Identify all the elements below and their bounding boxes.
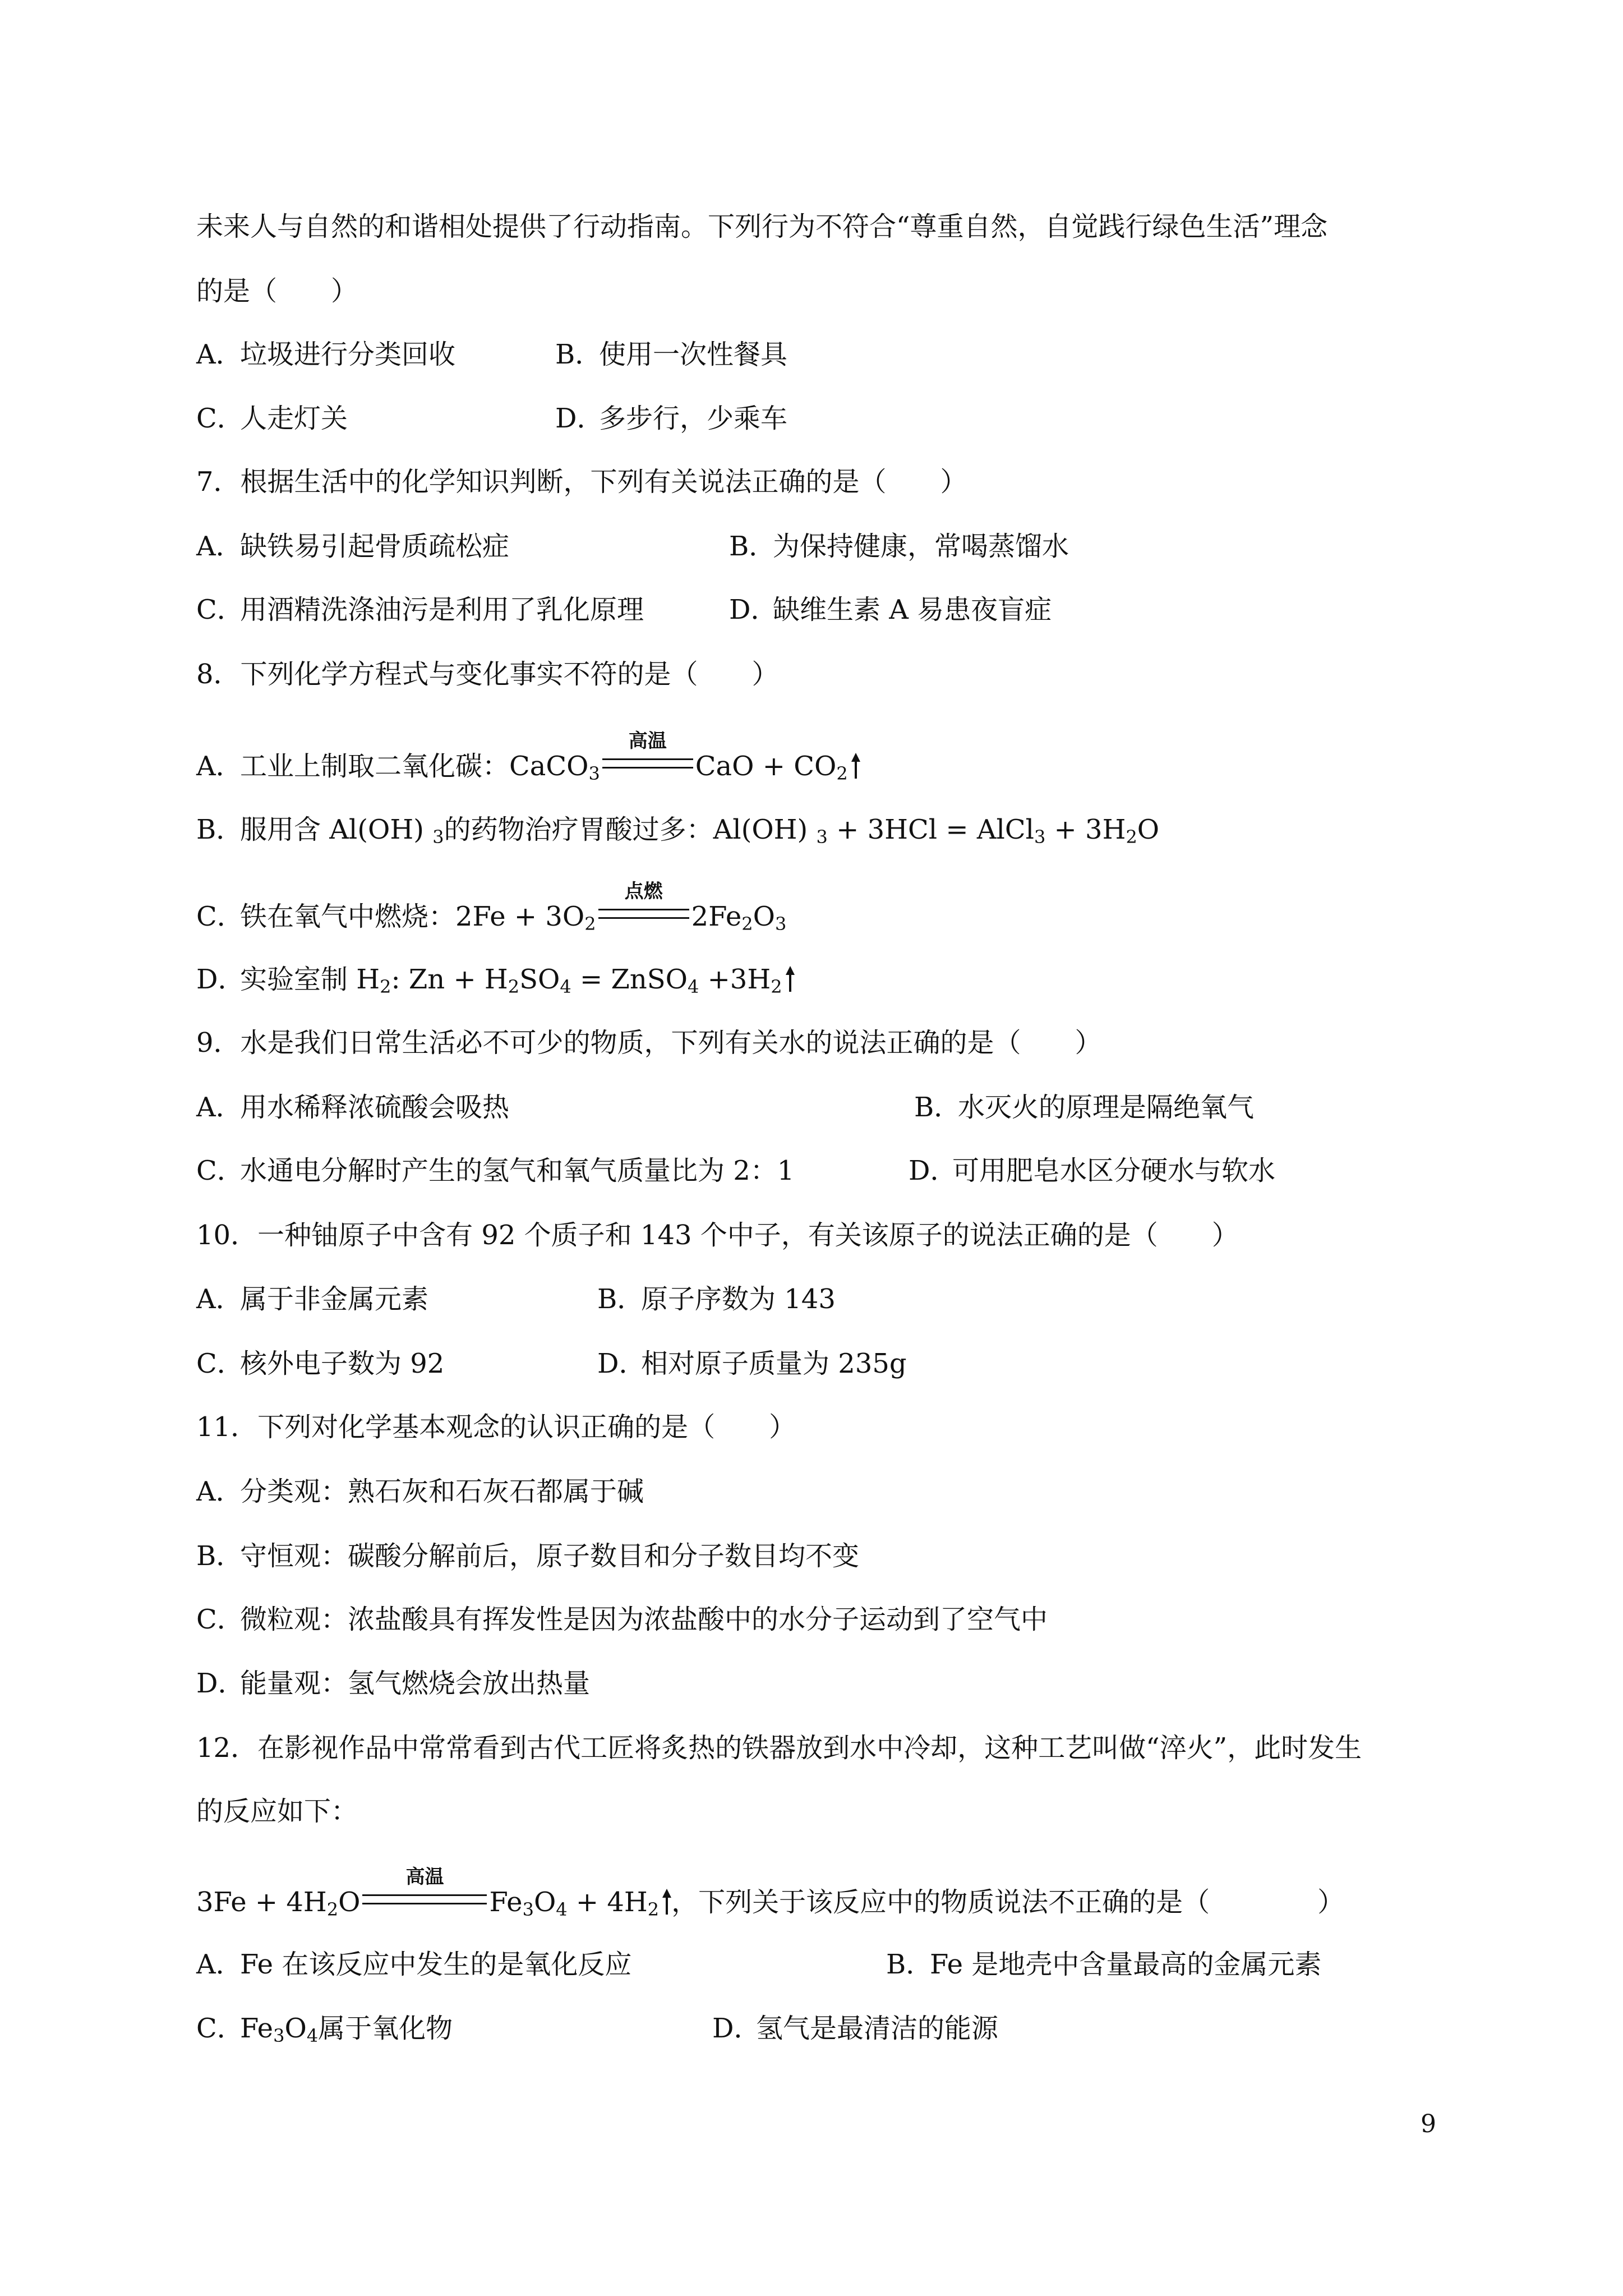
q10-stem: 10．一种铀原子中含有 92 个质子和 143 个中子，有关该原子的说法正确的是（ ） — [196, 1220, 1239, 1251]
q12-option-c: C．$Fe_3O_4$属于氧化物 — [196, 2013, 453, 2046]
q12-option-d: D．氢气是最清洁的能源 — [712, 2013, 999, 2044]
q9-option-d: D．可用肥皂水区分硬水与软水 — [909, 1155, 1276, 1186]
page-number: 9 — [1421, 2110, 1436, 2138]
q8-option-b: B．服用含 Al(OH) $_3$的药物治疗胃酸过多：Al(OH) $_3$ + 3HCl = AlCl$_3$ + $3H_2O$ — [196, 814, 1160, 848]
q11-option-c: C．微粒观：浓盐酸具有挥发性是因为浓盐酸中的水分子运动到了空气中 — [196, 1604, 1048, 1635]
q9-option-b: B．水灭火的原理是隔绝氧气 — [914, 1092, 1255, 1123]
q10-option-b: B．原子序数为 143 — [597, 1283, 836, 1315]
high-temperature-condition: 高温 — [360, 1882, 489, 1912]
q6-option-b: B．使用一次性餐具 — [555, 339, 788, 370]
q7-option-a: A．缺铁易引起骨质疏松症 — [196, 531, 510, 562]
q9-option-c: C．水通电分解时产生的氢气和氧气质量比为 2：1 — [196, 1155, 795, 1186]
q9-option-a: A．用水稀释浓硫酸会吸热 — [196, 1092, 510, 1123]
q6-option-d: D．多步行，少乘车 — [555, 403, 788, 434]
q6-option-c: C．人走灯关 — [196, 403, 348, 434]
q12-equation: $3Fe + 4H_2O$ 高温 $Fe_3O_4 + 4H_2$ ，下列关于该反应中的物质说法不正确的是（ ） — [196, 1866, 1345, 1920]
q6-option-a: A．垃圾进行分类回收 — [196, 339, 456, 370]
q11-option-b: B．守恒观：碳酸分解前后，原子数目和分子数目均不变 — [196, 1540, 860, 1572]
q10-option-a: A．属于非金属元素 — [196, 1283, 429, 1315]
q12-option-b: B．Fe 是地壳中含量最高的金属元素 — [886, 1949, 1322, 1980]
q12-stem-line1: 12．在影视作品中常常看到古代工匠将炙热的铁器放到水中冷却，这种工艺叫做“淬火”，此时发生 — [196, 1732, 1362, 1764]
q8-option-a: A．工业上制取二氧化碳：CaCO$_3$ 高温 CaO + $CO_2$ — [196, 746, 860, 780]
gas-up-arrow-icon — [662, 1889, 671, 1915]
q11-option-a: A．分类观：熟石灰和石灰石都属于碱 — [196, 1476, 644, 1507]
q9-stem: 9．水是我们日常生活必不可少的物质，下列有关水的说法正确的是（ ） — [196, 1027, 1102, 1059]
ignition-condition: 点燃 — [596, 896, 691, 927]
q11-stem: 11．下列对化学基本观念的认识正确的是（ ） — [196, 1411, 796, 1443]
q10-option-d: D．相对原子质量为 235g — [597, 1348, 907, 1379]
q10-option-c: C．核外电子数为 92 — [196, 1348, 445, 1379]
q7-option-d: D．缺维生素 A 易患夜盲症 — [729, 594, 1052, 625]
gas-up-arrow-icon — [851, 753, 860, 779]
q7-option-c: C．用酒精洗涤油污是利用了乳化原理 — [196, 594, 644, 625]
q8-stem: 8．下列化学方程式与变化事实不符的是（ ） — [196, 659, 779, 690]
q7-option-b: B．为保持健康，常喝蒸馏水 — [729, 531, 1069, 562]
q6-stem-line2: 的是（ ） — [196, 275, 358, 307]
q7-stem: 7．根据生活中的化学知识判断，下列有关说法正确的是（ ） — [196, 466, 967, 498]
q8-option-c: C．铁在氧气中燃烧：$2Fe + 3O_2$ 点燃 $2Fe_2O_3$ — [196, 880, 787, 935]
q12-stem-line2: 的反应如下： — [196, 1796, 358, 1827]
q12-option-a: A．Fe 在该反应中发生的是氧化反应 — [196, 1949, 632, 1980]
high-temperature-condition: 高温 — [600, 746, 695, 776]
q8-option-d: D．实验室制 $H_2$: $Zn + H_2SO_4$ = ZnSO$_4$ $+3H_2$ — [196, 966, 795, 993]
gas-up-arrow-icon — [786, 966, 795, 992]
q6-stem-line1: 未来人与自然的和谐相处提供了行动指南。下列行为不符合“尊重自然，自觉践行绿色生活”理念 — [196, 211, 1328, 242]
q11-option-d: D．能量观：氢气燃烧会放出热量 — [196, 1668, 591, 1699]
